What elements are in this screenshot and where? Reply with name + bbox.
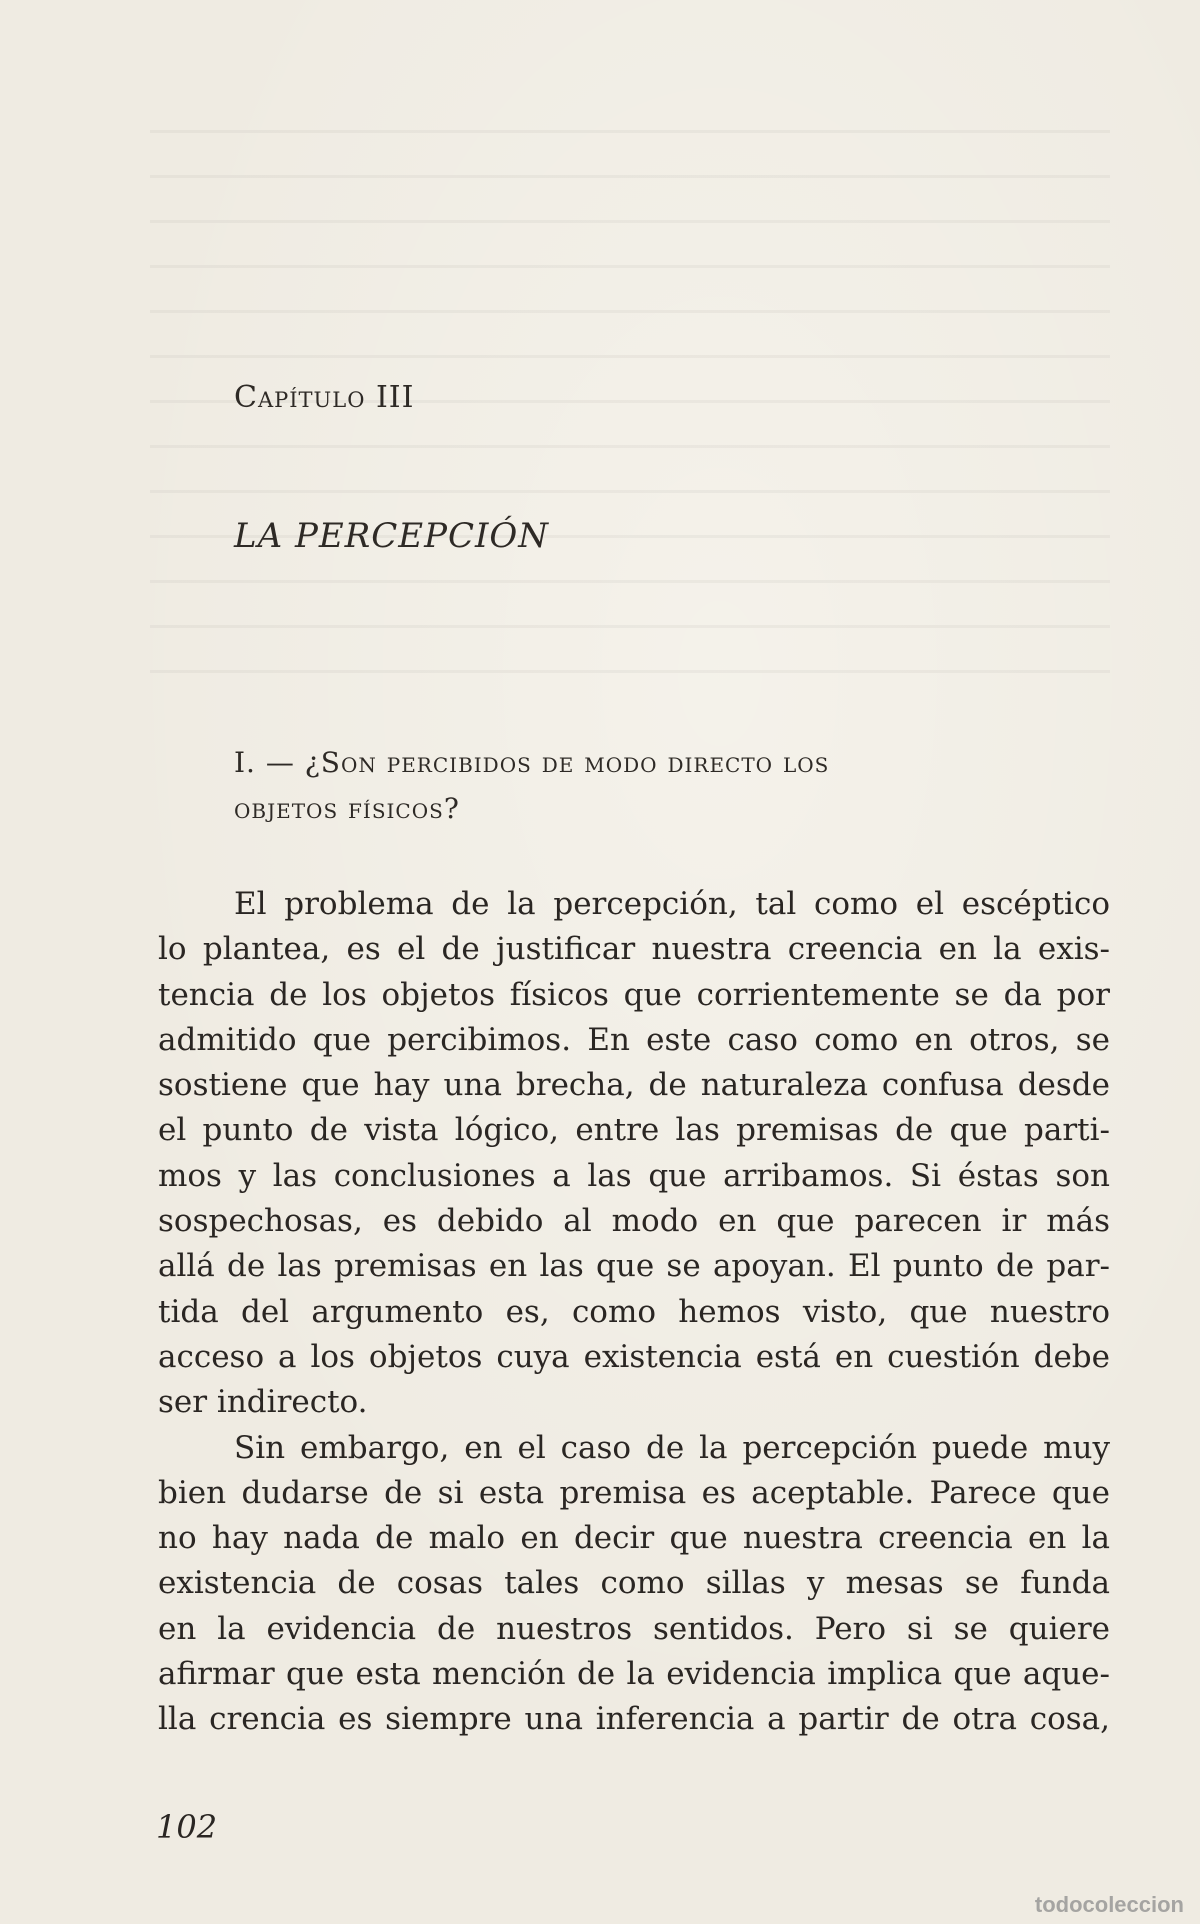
body-line: en la evidencia de nuestros sentidos. Pero si se quiere <box>158 1610 1110 1647</box>
chapter-title: LA PERCEPCIÓN <box>234 516 550 556</box>
body-line: admitido que percibimos. En este caso como en otros, se <box>158 1021 1110 1058</box>
body-line: Sin embargo, en el caso de la percepción puede muy <box>234 1429 1110 1466</box>
body-line: sospechosas, es debido al modo en que parecen ir más <box>158 1203 1110 1240</box>
body-line: tencia de los objetos físicos que corrientemente se da por <box>158 976 1110 1013</box>
body-line: lo plantea, es el de justificar nuestra creencia en la exis- <box>158 931 1110 968</box>
body-line: mos y las conclusiones a las que arribamos. Si éstas son <box>158 1157 1110 1194</box>
chapter-label: Capítulo III <box>234 380 415 415</box>
section-heading <box>234 740 1024 832</box>
body-text <box>158 882 1110 1743</box>
body-line: bien dudarse de si esta premisa es aceptable. Parece que <box>158 1474 1110 1511</box>
body-line: acceso a los objetos cuya existencia está en cuestión debe <box>158 1338 1110 1375</box>
body-line: sostiene que hay una brecha, de naturaleza confusa desde <box>158 1067 1110 1104</box>
body-line: afirmar que esta mención de la evidencia implica que aque- <box>158 1656 1110 1693</box>
body-line: el punto de vista lógico, entre las premisas de que parti- <box>158 1112 1110 1149</box>
section-heading-line-1: I. — ¿Son percibidos de modo directo los <box>234 746 830 779</box>
body-line: no hay nada de malo en decir que nuestra creencia en la <box>158 1520 1110 1557</box>
section-heading-line-2: objetos físicos? <box>234 792 460 825</box>
page-number: 102 <box>156 1808 218 1846</box>
body-line: ser indirecto. <box>158 1384 368 1421</box>
body-line: allá de las premisas en las que se apoyan. El punto de par- <box>158 1248 1110 1285</box>
body-line: El problema de la percepción, tal como el escéptico <box>234 886 1110 922</box>
body-line: existencia de cosas tales como sillas y mesas se funda <box>158 1565 1110 1602</box>
body-line: lla crencia es siempre una inferencia a partir de otra cosa, <box>158 1701 1110 1738</box>
body-line: tida del argumento es, como hemos visto, que nuestro <box>158 1293 1110 1330</box>
watermark: todocoleccion <box>1034 1892 1184 1917</box>
